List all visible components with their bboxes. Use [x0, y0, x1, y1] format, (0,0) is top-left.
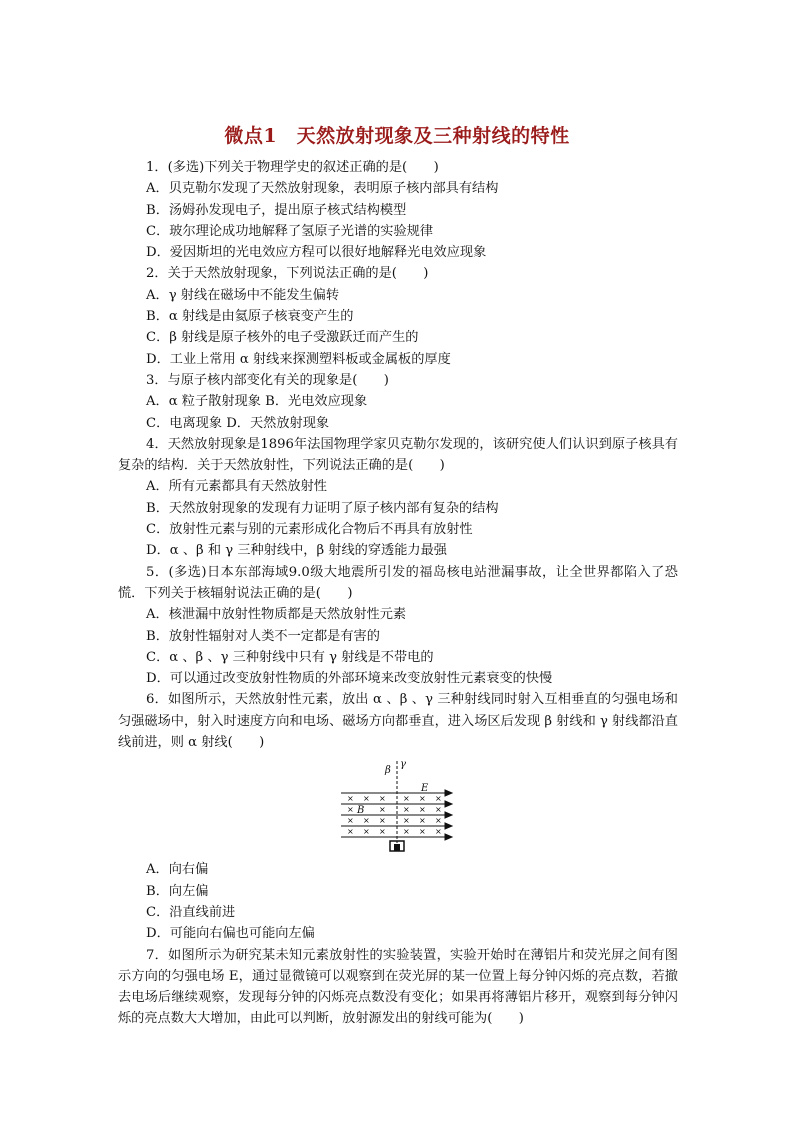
question-1-option-a: A．贝克勒尔发现了天然放射现象，表明原子核内部具有结构: [146, 181, 499, 197]
ray-field-svg: [333, 759, 463, 853]
question-7-stem: 7．如图所示为研究某未知元素放射性的实验装置，实验开始时在薄铝片和荧光屏之间有图示方向的匀强电场 E，通过显微镜可以观察到在荧光屏的某一位置上每分钟闪烁的亮点数，若撤去电场后继续观察，发现每分钟的闪烁亮点数没有变化；如果再将薄铝片移开，观察到每分钟闪烁的亮点数大大增加，由此可以判断，放射源发出的射线可能为( ): [118, 947, 678, 1027]
cross-mark: ×: [419, 816, 426, 826]
cross-mark: ×: [435, 816, 442, 826]
cross-mark: ×: [435, 805, 442, 815]
cross-mark: ×: [363, 816, 370, 826]
question-1-option-d: D．爱因斯坦的光电效应方程可以很好地解释光电效应现象: [146, 245, 487, 261]
question-4-stem: 4．天然放射现象是1896年法国物理学家贝克勒尔发现的，该研究使人们认识到原子核具有复杂的结构．关于天然放射性，下列说法正确的是( ): [118, 436, 678, 474]
cross-mark: ×: [347, 794, 354, 804]
question-4-option-c: C．放射性元素与别的元素形成化合物后不再具有放射性: [146, 522, 473, 538]
question-3-option-ab: A．α 粒子散射现象 B．光电效应现象: [146, 394, 368, 410]
question-1-stem: 1．(多选)下列关于物理学史的叙述正确的是( ): [146, 160, 439, 175]
question-1-option-b: B．汤姆孙发现电子，提出原子核式结构模型: [146, 202, 407, 218]
question-4-option-a: A．所有元素都具有天然放射性: [146, 479, 327, 495]
question-6-option-c: C．沿直线前进: [146, 904, 236, 920]
question-6-stem: 6．如图所示，天然放射性元素，放出 α 、β 、γ 三种射线同时射入互相垂直的匀强电场和匀强磁场中，射入时速度方向和电场、磁场方向都垂直，进入场区后发现 β 射线和 γ 射线都沿直线前进，则 α 射线( ): [118, 692, 678, 751]
cross-mark: ×: [403, 805, 410, 815]
electric-field-label: E: [421, 783, 429, 795]
cross-mark: ×: [435, 827, 442, 837]
cross-mark: ×: [363, 794, 370, 804]
cross-mark: ×: [419, 794, 426, 804]
question-5-option-c: C．α 、β 、γ 三种射线中只有 γ 射线是不带电的: [146, 649, 434, 665]
gamma-label: γ: [400, 759, 406, 771]
question-list: [118, 157, 678, 1030]
cross-mark: ×: [403, 794, 410, 804]
cross-mark: ×: [403, 827, 410, 837]
question-2-stem: 2．关于天然放射现象，下列说法正确的是( ): [146, 266, 429, 282]
question-2-option-b: B．α 射线是由氦原子核衰变产生的: [146, 309, 354, 325]
question-5-option-d: D．可以通过改变放射性物质的外部环境来改变放射性元素衰变的快慢: [146, 671, 553, 687]
question-5-option-a: A．核泄漏中放射性物质都是天然放射性元素: [146, 607, 407, 623]
question-5-stem: 5．(多选)日本东部海域9.0级大地震所引发的福岛核电站泄漏事故，让全世界都陷入了恐慌．下列关于核辐射说法正确的是( ): [118, 564, 678, 601]
question-3-stem: 3．与原子核内部变化有关的现象是( ): [146, 372, 389, 388]
question-2-option-c: C．β 射线是原子核外的电子受激跃迁而产生的: [146, 330, 419, 346]
question-4-option-d: D．α 、β 和 γ 三种射线中，β 射线的穿透能力最强: [146, 543, 447, 559]
cross-mark: ×: [419, 805, 426, 815]
cross-mark: ×: [363, 827, 370, 837]
question-6-option-a: A．向右偏: [146, 862, 209, 878]
cross-mark: ×: [347, 805, 354, 815]
question-2-option-a: A．γ 射线在磁场中不能发生偏转: [146, 287, 340, 303]
cross-mark: ×: [379, 794, 386, 804]
question-5-option-b: B．放射性辐射对人类不一定都是有害的: [146, 628, 380, 644]
cross-mark: ×: [379, 827, 386, 837]
cross-mark: ×: [403, 816, 410, 826]
page-title: 微点1 天然放射现象及三种射线的特性: [224, 125, 570, 147]
question-6-option-b: B．向左偏: [146, 883, 209, 899]
question-3-option-cd: C．电离现象 D．天然放射现象: [146, 415, 330, 431]
cross-mark: ×: [435, 794, 442, 804]
question-1-option-c: C．玻尔理论成功地解释了氢原子光谱的实验规律: [146, 223, 434, 239]
question-4-option-b: B．天然放射现象的发现有力证明了原子核内部有复杂的结构: [146, 500, 499, 516]
cross-mark: ×: [347, 827, 354, 837]
question-2-option-d: D．工业上常用 α 射线来探测塑料板或金属板的厚度: [146, 351, 451, 367]
field-diagram: [118, 759, 678, 855]
cross-mark: ×: [379, 805, 386, 815]
cross-mark: ×: [419, 827, 426, 837]
cross-mark: ×: [379, 816, 386, 826]
beta-label: β: [385, 765, 391, 777]
cross-mark: ×: [347, 816, 354, 826]
magnetic-field-label: B: [357, 805, 365, 817]
question-6-option-d: D．可能向右偏也可能向左偏: [146, 926, 315, 942]
